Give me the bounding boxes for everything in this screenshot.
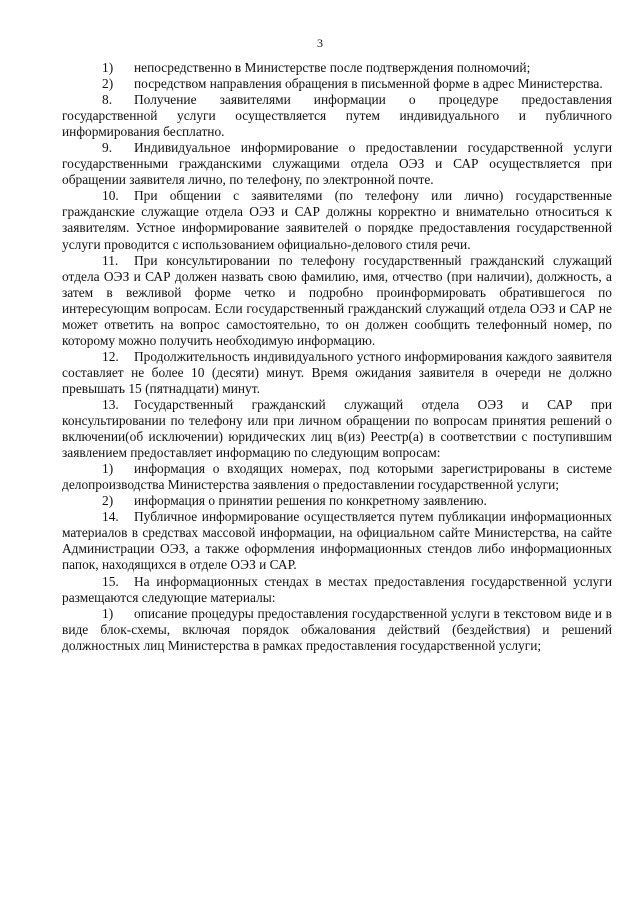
paragraph-text: Государственный гражданский служащий отдела ОЭЗ и САР при консультировании по телефону или при личном обращении по вопросам принятия решений о включении(об исключении) юридических лиц в(из) Реестр(а) в соответствии с поступившим заявлением предоставляет информацию по следующим вопросам: (62, 396, 612, 461)
paragraph-text: На информационных стендах в местах предоставления государственной услуги размещаются следующие материалы: (62, 573, 612, 605)
paragraph-number: 1) (102, 60, 114, 75)
paragraph (62, 509, 612, 573)
paragraph-number: 2) (102, 493, 114, 509)
paragraph (62, 140, 612, 188)
paragraph-text: Индивидуальное информирование о предоставлении государственной услуги государственными гражданскими служащими отдела ОЭЗ и САР осуществляется при обращении заявителя лично, по телефону, по электронной почте. (62, 140, 612, 188)
paragraph-text: описание процедуры предоставления государственной услуги в текстовом виде и в виде блок-схемы, включая порядок обжалования действий (бездействия) и решений должностных лиц Министерства в рамках предоставления государственной услуги; (62, 605, 612, 653)
paragraph (62, 188, 612, 252)
paragraph-number: 14. (102, 509, 119, 525)
paragraph-text: посредством направления обращения в письменной форме в адрес Министерства. (134, 76, 603, 92)
paragraph (62, 493, 612, 509)
paragraph (62, 253, 612, 349)
paragraph (62, 574, 612, 606)
paragraph-text: При консультировании по телефону государственный гражданский служащий отдела ОЭЗ и САР должен назвать свою фамилию, имя, отчество (при наличии), должность, а затем в вежливой форме четко и подробно проинформировать обратившегося по интересующим вопросам. Если государственный гражданский служащий отдела ОЭЗ и САР не может ответить на вопрос самостоятельно, то он должен сообщить телефонный номер, по которому можно получить необходимую информацию. (62, 252, 612, 348)
paragraph-text: информация о принятии решения по конкретному заявлению. (134, 493, 487, 509)
paragraph-number: 8. (102, 92, 113, 108)
paragraph (62, 76, 612, 92)
paragraph-number: 1) (102, 461, 114, 477)
paragraph (62, 461, 612, 493)
paragraph (62, 606, 612, 654)
paragraph (62, 397, 612, 461)
document-body (62, 60, 612, 654)
paragraph-text: При общении с заявителями (по телефону или лично) государственные гражданские служащие отдела ОЭЗ и САР должны корректно и внимательно относиться к заявителям. Устное информирование заявителей о порядке предоставления государственной услуги проводится с использованием официально-делового стиля речи. (62, 188, 612, 252)
paragraph-number: 12. (102, 348, 119, 364)
paragraph-text: Продолжительность индивидуального устного информирования каждого заявителя составляет не более 10 (десяти) минут. Время ожидания заявителя в очереди не должно превышать 15 (пятнадцати) минут. (62, 348, 612, 396)
paragraph-number: 1) (102, 605, 114, 621)
paragraph-text: Публичное информирование осуществляется путем публикации информационных материалов в средствах массовой информации, на официальном сайте Министерства, на сайте Администрации ОЭЗ, а также оформления информационных стендов либо информационных папок, находящихся в отделе ОЭЗ и САР. (62, 509, 612, 573)
paragraph-text: непосредственно в Министерстве после подтверждения полномочий; (134, 60, 531, 75)
paragraph (62, 349, 612, 397)
paragraph-number: 11. (102, 252, 119, 268)
paragraph (62, 92, 612, 140)
paragraph-number: 10. (102, 188, 119, 204)
page-number: 3 (317, 36, 323, 50)
paragraph-number: 9. (102, 140, 113, 156)
paragraph-number: 2) (102, 76, 114, 92)
paragraph (62, 60, 612, 76)
paragraph-number: 15. (102, 573, 119, 589)
paragraph-text: Получение заявителями информации о процедуре предоставления государственной услуги осуществляется путем индивидуального и публичного информирования бесплатно. (62, 92, 612, 140)
paragraph-number: 13. (102, 396, 119, 412)
paragraph-text: информация о входящих номерах, под которыми зарегистрированы в системе делопроизводства Министерства заявления о предоставлении государственной услуги; (62, 461, 612, 493)
